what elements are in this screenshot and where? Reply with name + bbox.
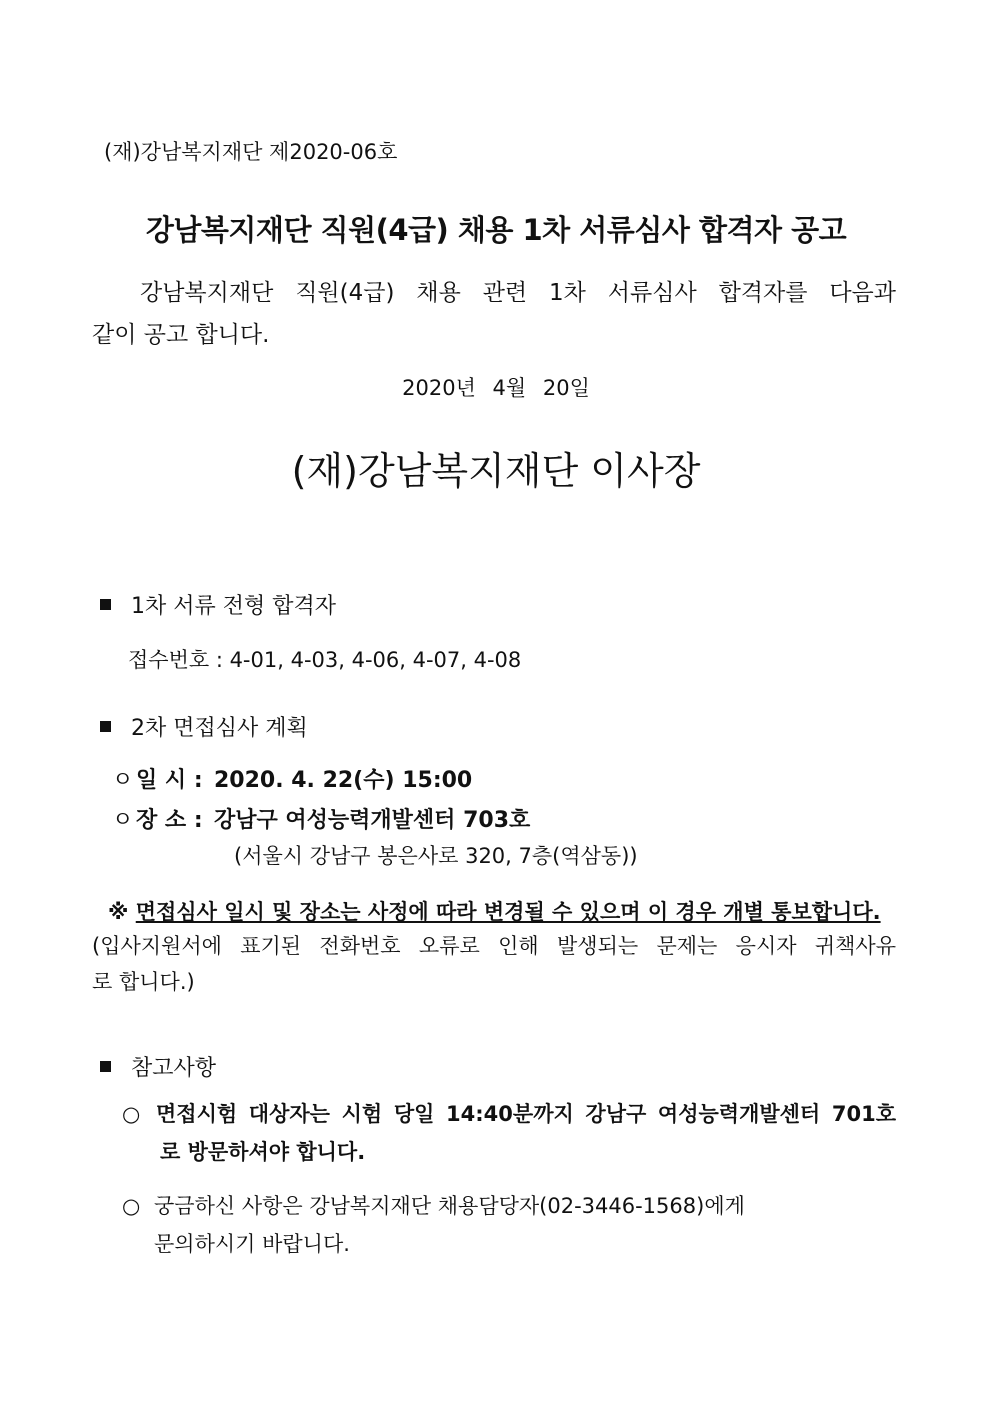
note-item-2-line-2: 문의하시기 바랍니다.: [154, 1232, 350, 1256]
section-heading-interview-plan: [100, 718, 308, 740]
document-title: 강남복지재단 직원(4급) 채용 1차 서류심사 합격자 공고: [145, 213, 847, 247]
note-item-1-line-1: [122, 1104, 896, 1125]
hollow-circle-bullet-icon: ○: [122, 1102, 141, 1126]
hollow-circle-bullet-icon: ○: [122, 1194, 141, 1218]
note-item-1-text: 면접시험 대상자는 시험 당일 14:40분까지 강남구 여성능력개발센터 701호: [156, 1102, 896, 1126]
notice-text: 면접심사 일시 및 장소는 사정에 따라 변경될 수 있으며 이 경우 개별 통보합니다.: [135, 900, 881, 924]
passed-applicant-numbers: 접수번호 : 4-01, 4-03, 4-06, 4-07, 4-08: [128, 648, 522, 672]
section-heading-text: 참고사항: [131, 1056, 217, 1081]
interview-place: [112, 810, 530, 832]
reference-mark-icon: ※: [108, 900, 129, 924]
section-heading-notes: [100, 1058, 216, 1080]
square-bullet-icon: [100, 599, 111, 610]
intro-line-1: 강남복지재단 직원(4급) 채용 관련 1차 서류심사 합격자를 다음과: [140, 280, 896, 306]
circle-bullet-icon: ㅇ: [112, 808, 134, 833]
announcement-date: 2020년 4월 20일: [402, 376, 590, 400]
notice-line-3: 로 합니다.): [92, 970, 195, 994]
section-heading-text: 1차 서류 전형 합격자: [131, 594, 336, 619]
note-item-2-line-1: [122, 1196, 745, 1217]
document-number: (재)강남복지재단 제2020-06호: [104, 140, 398, 164]
note-item-2-text: 궁금하신 사항은 강남복지재단 채용담당자(02-3446-1568)에게: [154, 1194, 745, 1218]
issuer-name: (재)강남복지재단 이사장: [291, 449, 701, 493]
place-label: 장 소 :: [136, 808, 203, 833]
interview-address: (서울시 강남구 봉은사로 320, 7층(역삼동)): [234, 844, 638, 868]
note-item-1-line-2: 로 방문하셔야 합니다.: [160, 1140, 366, 1164]
notice-line-2: (입사지원서에 표기된 전화번호 오류로 인해 발생되는 문제는 응시자 귀책사유: [92, 934, 896, 958]
section-heading-document-screening: [100, 596, 336, 618]
section-heading-text: 2차 면접심사 계획: [131, 716, 308, 741]
notice-line-1: [108, 902, 881, 923]
place-value: 강남구 여성능력개발센터 703호: [214, 808, 531, 833]
intro-line-2: 같이 공고 합니다.: [92, 322, 270, 348]
circle-bullet-icon: ㅇ: [112, 768, 134, 793]
datetime-label: 일 시 :: [136, 768, 203, 793]
datetime-value: 2020. 4. 22(수) 15:00: [214, 768, 473, 793]
square-bullet-icon: [100, 1061, 111, 1072]
interview-datetime: [112, 770, 472, 792]
square-bullet-icon: [100, 721, 111, 732]
